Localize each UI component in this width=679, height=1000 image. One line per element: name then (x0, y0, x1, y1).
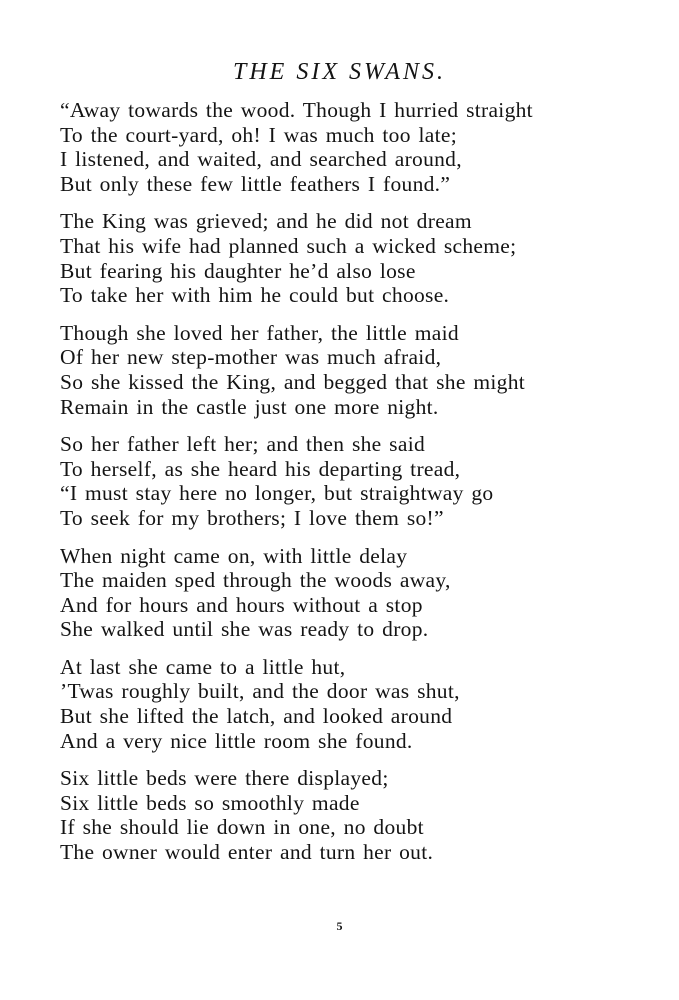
stanza-7 (60, 766, 660, 864)
poem-line: To seek for my brothers; I love them so!” (60, 505, 444, 530)
poem-line: The owner would enter and turn her out. (60, 840, 434, 865)
poem-line: But only these few little feathers I found.” (60, 171, 451, 196)
poem-line: And a very nice little room she found. (60, 728, 413, 753)
poem-line: To take her with him he could but choose. (60, 283, 450, 308)
stanza-4 (60, 432, 660, 530)
poem-line: At last she came to a little hut, (60, 654, 346, 679)
poem-line: Remain in the castle just one more night. (60, 394, 439, 419)
poem-line: To herself, as she heard his departing tread, (60, 456, 461, 481)
stanza-6 (60, 655, 660, 753)
poem-line: Though she loved her father, the little maid (60, 320, 459, 345)
poem-line: But fearing his daughter he’d also lose (60, 258, 416, 283)
poem-line: That his wife had planned such a wicked scheme; (60, 233, 517, 258)
poem-line: I listened, and waited, and searched around, (60, 147, 462, 172)
page-title: THE SIX SWANS. (233, 59, 446, 85)
poem-line: If she should lie down in one, no doubt (60, 815, 424, 840)
poem-line: So she kissed the King, and begged that she might (60, 369, 526, 394)
poem-line: She walked until she was ready to drop. (60, 617, 429, 642)
poem-line: But she lifted the latch, and looked around (60, 704, 453, 729)
stanza-2 (60, 209, 660, 307)
poem-line: The maiden sped through the woods away, (60, 568, 451, 593)
poem-line: And for hours and hours without a stop (60, 592, 423, 617)
poem-line: “I must stay here no longer, but straightway go (60, 481, 494, 506)
page-number: 5 (336, 919, 343, 933)
poem-line: To the court-yard, oh! I was much too late; (60, 122, 457, 147)
poem-line: ’Twas roughly built, and the door was shut, (60, 679, 460, 704)
poem-line: When night came on, with little delay (60, 543, 408, 568)
poem-line: Of her new step-mother was much afraid, (60, 345, 442, 370)
stanza-5 (60, 544, 660, 642)
stanza-1 (60, 98, 660, 196)
poem-line: Six little beds so smoothly made (60, 790, 360, 815)
poem-line: Six little beds were there displayed; (60, 766, 389, 791)
poem-line: So her father left her; and then she said (60, 432, 426, 457)
poem-line: The King was grieved; and he did not dream (60, 209, 472, 234)
poem-line: “Away towards the wood. Though I hurried straight (60, 98, 533, 122)
poem (60, 98, 660, 878)
stanza-3 (60, 321, 660, 419)
